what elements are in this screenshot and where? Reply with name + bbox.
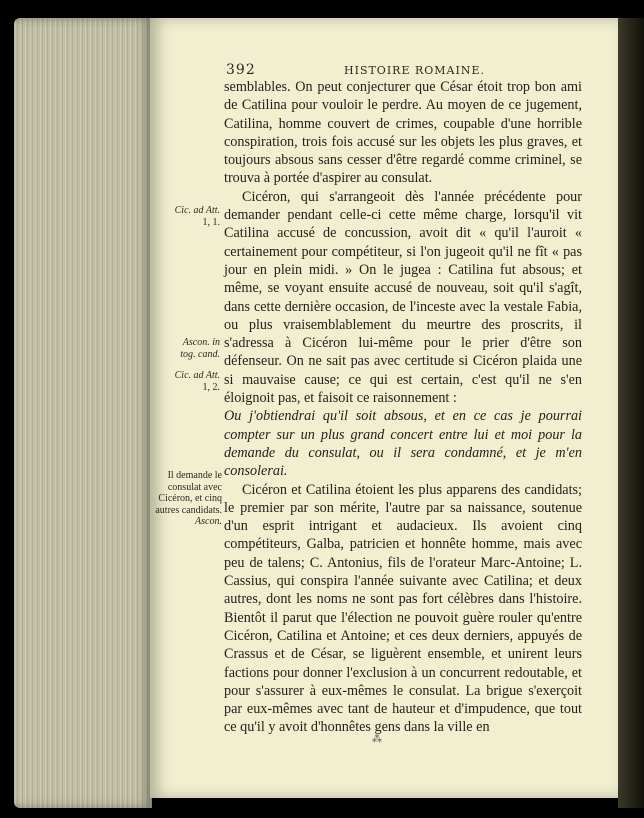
quotation: Ou j'obtiendrai qu'il soit absous, et en ce cas je pourrai compter sur un plus grand concert entre lui et moi pour la demande du consulat, ou il sera condamné, et je m'en consolerai. bbox=[224, 408, 582, 480]
paragraph-3: Cicéron et Catilina étoient les plus apparens des candidats; le premier par son mérite, l'autre par sa naissance, soutenue d'un esprit intrigant et audacieux. Ils avoient cinq compétiteurs, Galba, patricien et honnête homme, mais avec peu de talens; C. Antonius, fils de l'orateur Marc-Antoine; L. Cassius, qui conspira l'année suivante avec Catilina; et deux autres, dont les noms ne sont pas fort célèbres dans l'histoire. Bientôt il parut que l'élection ne pouvoit guère rouler qu'entre Cicéron, Catilina et Antoine; et ces deux derniers, appuyés de Crassus et de César, se liguèrent ensemble, et unirent leurs factions pour donner l'exclusion à un concurrent redoutable, et pour s'assurer à eux-mêmes le consulat. La brigue s'exerçoit par eux-mêmes avec tant de hauteur et d'impudence, que tout ce qu'il y avoit d'honnêtes gens dans la ville en bbox=[224, 481, 582, 736]
paragraph-2: Cicéron, qui s'arrangeoit dès l'année précédente pour demander pendant celle-ci cette même charge, lorsqu'il vit Catilina accusé de concussion, avoit dit « qu'il l'auroit « certainement pour compétiteur, si l'on jugeoit qu'il ne fît « pas jour en plein midi. » On le jugea : Catilina fut absous; et même, se voyant ensuite accusé de nouveau, soit qu'il s'agît, dans cette dernière occasion, de l'inceste avec la vestale Fabia, ou plus vraisemblablement du meurtre des proscrits, il s'adressa à Cicéron lui-même pour le prier d'être son défenseur. On ne sait pas avec certitude si Cicéron plaida une si mauvaise cause; ce qui est certain, c'est qu'il ne s'en éloignoit pas, et faisoit ce raisonnement : bbox=[224, 188, 582, 407]
binding-shadow bbox=[618, 18, 644, 808]
body-text bbox=[224, 78, 582, 737]
margin-note-4: Il demande le consulat avec Cicéron, et cinq autres candidats. Ascon. bbox=[155, 470, 222, 527]
signature-mark: ⁂ bbox=[372, 734, 382, 745]
margin-note-3: Cic. ad Att. 1, 2. bbox=[174, 370, 220, 393]
margin-note-2: Ascon. in tog. cand. bbox=[180, 337, 220, 360]
paragraph-1: semblables. On peut conjecturer que César étoit trop bon ami de Catilina pour vouloir le perdre. Au moyen de ce jugement, Catilina, homme couvert de crimes, coupable d'une horrible conspiration, trois fois accusé sur les objets les plus graves, et toujours absous sans cesser d'être regardé comme criminel, se trouva à portée d'aspirer au consulat. bbox=[224, 79, 582, 187]
running-title: HISTOIRE ROMAINE. bbox=[344, 64, 485, 77]
page-edges bbox=[14, 18, 152, 808]
margin-note-1: Cic. ad Att. 1, 1. bbox=[174, 205, 220, 228]
page-number: 392 bbox=[226, 62, 256, 78]
